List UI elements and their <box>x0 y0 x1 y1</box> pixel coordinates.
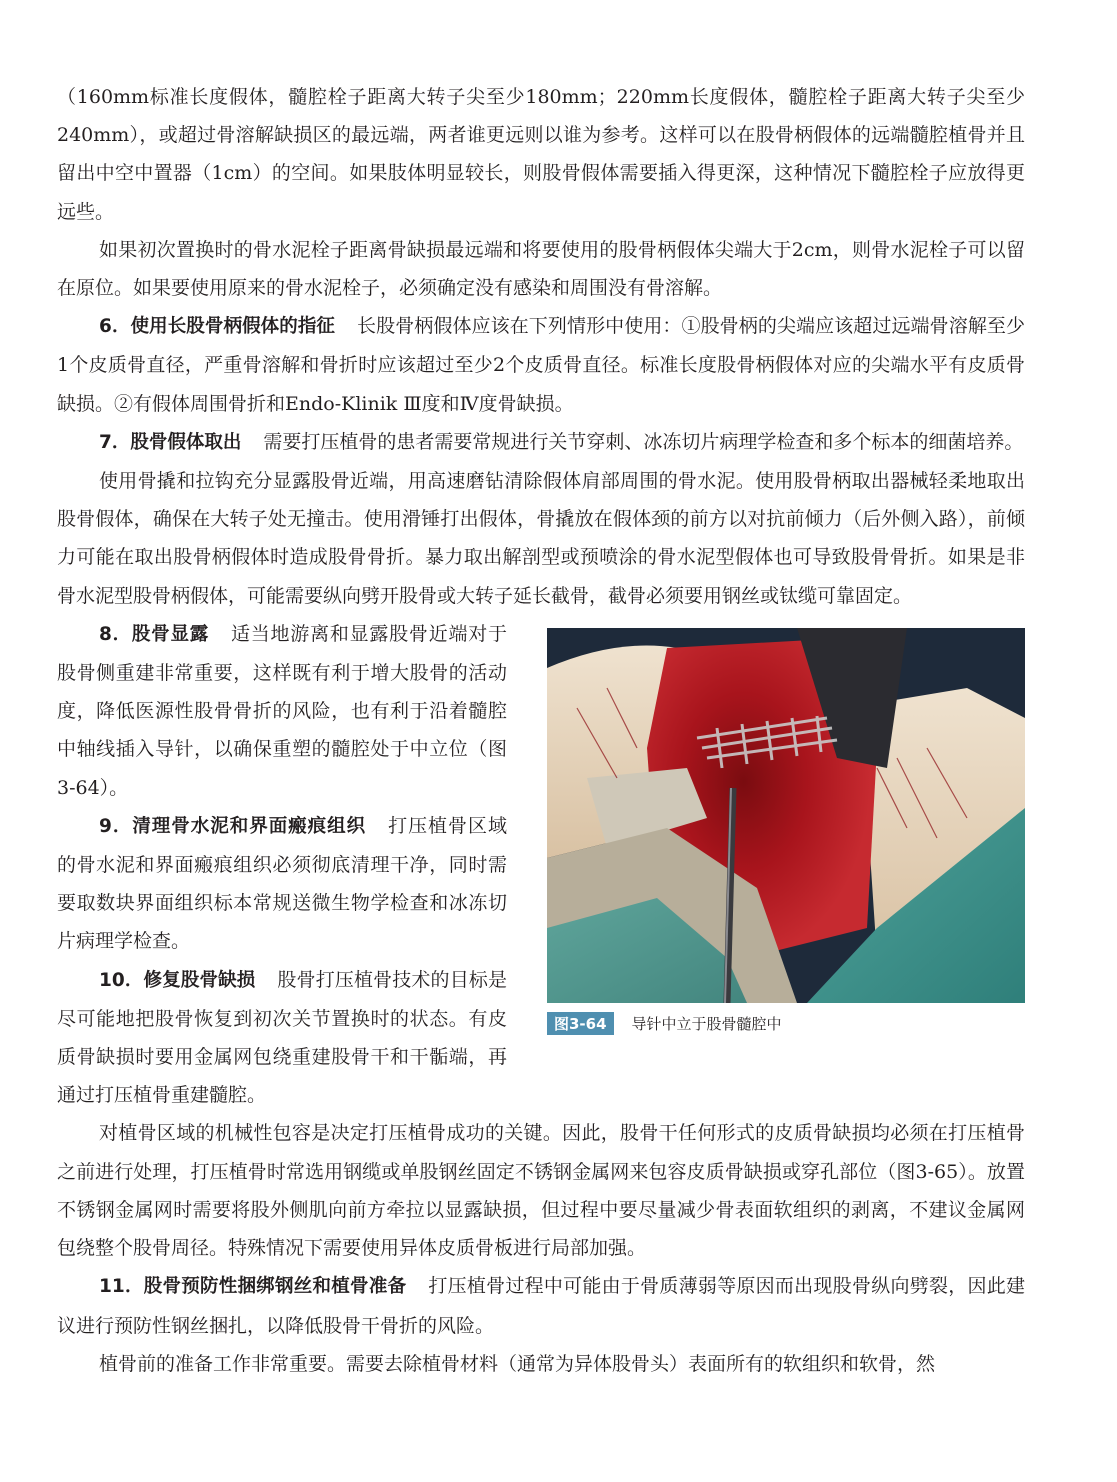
figure-caption <box>547 1012 1025 1035</box>
section-heading: 11．股骨预防性捆绑钢丝和植骨准备 <box>99 1276 407 1298</box>
section-text: 长股骨柄假体应该在下列情形中使用：①股骨柄的尖端应该超过远端骨溶解至少1个皮质骨直径，严重骨溶解和骨折时应该超过至少2个皮质骨直径。标准长度股骨柄假体对应的尖端水平有皮质骨缺损。②有假体周围骨折和Endo-Klinik Ⅲ度和Ⅳ度骨缺损。 <box>57 315 1025 415</box>
two-column-block <box>57 615 1025 1115</box>
section-text: 需要打压植骨的患者需要常规进行关节穿刺、冰冻切片病理学检查和多个标本的细菌培养。 <box>263 430 1024 453</box>
section-heading: 8．股骨显露 <box>99 623 209 645</box>
paragraph: 使用骨撬和拉钩充分显露股骨近端，用高速磨钻清除假体肩部周围的骨水泥。使用股骨柄取出器械轻柔地取出股骨假体，确保在大转子处无撞击。使用滑锤打出假体，骨撬放在假体颈的前方以对抗前倾力（后外侧入路），前倾力可能在取出股骨柄假体时造成股骨骨折。暴力取出解剖型或预喷涂的骨水泥型假体也可导致股骨骨折。如果是非骨水泥型股骨柄假体，可能需要纵向劈开股骨或大转子延长截骨，截骨必须要用钢丝或钛缆可靠固定。 <box>57 470 1025 607</box>
paragraph: （160mm标准长度假体，髓腔栓子距离大转子尖至少180mm；220mm长度假体，髓腔栓子距离大转子尖至少240mm），或超过骨溶解缺损区的最远端，两者谁更远则以谁为参考。这样可以在股骨柄假体的远端髓腔植骨并且留出中空中置器（1cm）的空间。如果肢体明显较长，则股骨假体需要插入得更深，这种情况下髓腔栓子应放得更远些。 <box>57 86 1025 223</box>
surgical-photo <box>547 628 1025 1003</box>
paragraph: 对植骨区域的机械性包容是决定打压植骨成功的关键。因此，股骨干任何形式的皮质骨缺损均必须在打压植骨之前进行处理，打压植骨时常选用钢缆或单股钢丝固定不锈钢金属网来包容皮质骨缺损或穿孔部位（图3-65）。放置不锈钢金属网时需要将股外侧肌向前方牵拉以显露缺损，但过程中要尽量减少骨表面软组织的剥离，不建议金属网包绕整个股骨周径。特殊情况下需要使用异体皮质骨板进行局部加强。 <box>57 1122 1025 1260</box>
section-heading: 6．使用长股骨柄假体的指征 <box>99 316 336 338</box>
paragraph: 植骨前的准备工作非常重要。需要去除植骨材料（通常为异体股骨头）表面所有的软组织和软骨，然 <box>99 1352 936 1375</box>
section-8 <box>57 615 507 807</box>
figure-label: 图3-64 <box>547 1012 614 1035</box>
section-heading: 9．清理骨水泥和界面瘢痕组织 <box>99 815 367 837</box>
figure-3-64 <box>547 628 1025 1035</box>
section-7 <box>57 423 1025 462</box>
section-heading: 7．股骨假体取出 <box>99 431 242 453</box>
section-text: 打压植骨区域的骨水泥和界面瘢痕组织必须彻底清理干净，同时需要取数块界面组织标本常规送微生物学检查和冰冻切片病理学检查。 <box>57 814 507 953</box>
section-11 <box>57 1267 1025 1344</box>
paragraph: 如果初次置换时的骨水泥栓子距离骨缺损最远端和将要使用的股骨柄假体尖端大于2cm，则骨水泥栓子可以留在原位。如果要使用原来的骨水泥栓子，必须确定没有感染和周围没有骨溶解。 <box>57 238 1025 300</box>
section-text: 适当地游离和显露股骨近端对于股骨侧重建非常重要，这样既有利于增大股骨的活动度，降低医源性股骨骨折的风险，也有利于沿着髓腔中轴线插入导针，以确保重塑的髓腔处于中立位（图3-64）。 <box>57 622 507 799</box>
section-text: 打压植骨过程中可能由于骨质薄弱等原因而出现股骨纵向劈裂，因此建议进行预防性钢丝捆扎，以降低股骨干骨折的风险。 <box>57 1275 1025 1337</box>
section-6 <box>57 307 1025 423</box>
page-body <box>57 78 1025 1383</box>
figure-caption-text: 导针中立于股骨髓腔中 <box>631 1014 782 1033</box>
section-text: 股骨打压植骨技术的目标是尽可能地把股骨恢复到初次关节置换时的状态。有皮质骨缺损时要用金属网包绕重建股骨干和干骺端，再通过打压植骨重建髓腔。 <box>57 968 507 1107</box>
section-9 <box>57 807 507 961</box>
section-10 <box>57 961 507 1115</box>
left-column <box>57 615 507 1115</box>
section-heading: 10．修复股骨缺损 <box>99 969 256 991</box>
